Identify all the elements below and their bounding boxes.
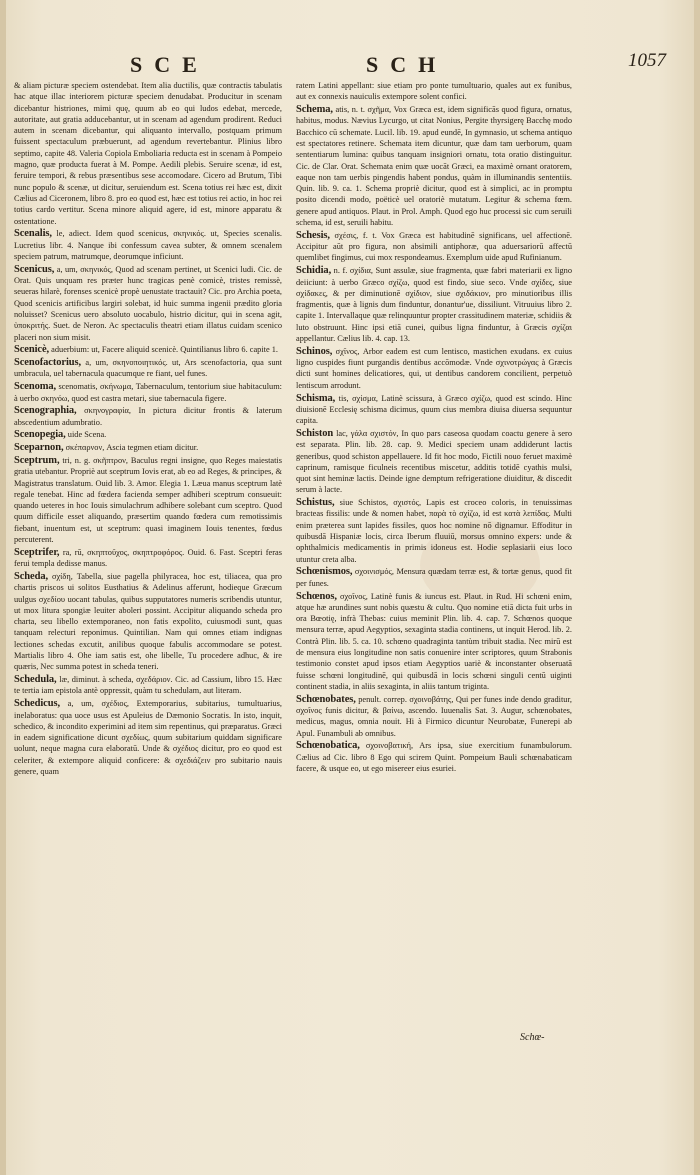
entry-text: tri, n. g. σκῆπτρον, Baculus regni insigne, quo Reges maiestatis gratia utebantur. Propriè aut sceptrum Iovis erat, ab eo ad Reges, & principes, & Magistratus translatum. Ouid lib. 3. Amor. Elegia 1. Læua manus sceptrum latè regale tenebat. Hinc ad fœdera facienda semper adhiberi sceptrum consueuit: quando ueteres in hoc Iouis simulachrum adhibere solebant cum sceptro. Quod quum difficile esset aliquando, præsertim quando fœdera cum remotissimis fiebant, inuentum est, ut sceptrum: quasi imaginem Iouis tenentes, fœdus percuterent. <box>14 456 282 545</box>
entry-headword: Schœnismos, <box>296 566 353 578</box>
page-number: 1057 <box>628 50 666 71</box>
entry-headword: Sceptrifer, <box>14 546 60 558</box>
dictionary-entry <box>14 381 282 404</box>
left-column <box>14 80 282 1155</box>
entry-text: σχῖνος, Arbor eadem est cum lentisco, mastichen exudans. ex cuius ligno cuspides fiunt purgandis dentibus accōmodæ. Vnde σχινοτρώγας à Græcis dicti sunt homines delicatiores, qui, ut dentibus candorem concilient, perpetuò lentiscum arrodunt. <box>296 346 572 390</box>
dictionary-entry <box>14 571 282 673</box>
dictionary-entry <box>14 442 282 453</box>
dictionary-entry <box>14 405 282 428</box>
entry-headword: Schœnos, <box>296 590 337 602</box>
entry-text: atis, n. t. σχῆμα, Vox Græca est, idem significās quod figura, ornatus, habitus, modus. Nævius Lycurgo, ut citat Nonius, Pergite thyrsigerę Bacchę modo Bacchico cū schemate. Lucil. lib. 19. apud eundē, In gymnasio, ut schema antiquo est spectatores retinere. Schemata item dicuntur, quæ dam tam uerborum, quam sententiarum lumina: quibus tanquam insigniori ornatu, tota oratio distinguitur. Cic. de Clar. Orat. Schemata enim quæ uocāt Græci, ea maximè ornant oratorem, eaque non tam uerbis pingendis habent pondus, quàm in illuminandis sententiis. Quin. lib. 9. ca. 1. Schema propriè dicitur, quod est à simplici, ac in promptu posito dicendi modo, poëticè uel oratoriè mutatum. Legitur & schema fœm. genere apud antiquos. Plaut. in Prol. Amph. Quod ego huc processi sic cum seruili schema, id est, seruili habitu. <box>296 105 572 228</box>
entry-headword: Scenicè, <box>14 344 50 356</box>
dictionary-entry <box>296 393 572 427</box>
dictionary-entry <box>14 547 282 570</box>
entry-text: a, um, σκηνικός, Quod ad scenam pertinet, ut Scenici ludi. Cic. de Orat. Quis unquam res præter hunc tragicas penè comicè, tristes remissè, seueras hilarè, forenses scenicè propè uenustate tractauit? Cic. pro Archia poeta, Quod scenicis artificibus largiri solebat, id huic summa ingenii prædito gloria noluisset? Scenicus uero absoluto uocabulo, histrio dicitur, qui in scena agit, ὑποκριτής. Suet. de Neron. Ac spectaculis theatri etiam illatus cuidam scenico placeri non sium misit. <box>14 264 282 342</box>
dictionary-entry <box>296 591 572 693</box>
entry-headword: Schiston <box>296 427 334 439</box>
entry-headword: Schedicus, <box>14 698 60 710</box>
entry-text: σχέσις, f. t. Vox Græca est habitudinē significans, uel affectionē. Accipitur aūt pro figura, non absimili antiphoræ, qua aduersariorū affectū quemlibet fingimus, cui mox respondeamus. Exemplum uide apud Rufinianum. <box>296 230 572 263</box>
dictionary-entry <box>296 265 572 344</box>
entry-text: aduerbium: ut, Facere aliquid scenicè. Quintilianus libro 6. capite 1. <box>51 345 279 355</box>
entry-text: uide Scena. <box>67 430 107 440</box>
dictionary-entry <box>296 346 572 391</box>
entry-text: le, adiect. Idem quod scenicus, σκηνικός. ut, Species scenalis. Lucretius libr. 4. Nanque ibi confessum cavea subter, & omnem scenalem speciem patrum, matrumque, deorumque inficiunt. <box>14 229 282 261</box>
entry-text: σχοινισμός, Mensura quædam terræ est, & tortæ genus, quod fit per funes. <box>296 567 572 588</box>
entry-text: ratem Latini appellant: siue etiam pro ponte tumultuario, quales aut ex funibus, aut ex connexis nauiculis extempore solent confici. <box>296 81 572 102</box>
entry-headword: Schœnobates, <box>296 693 356 705</box>
entry-text: ra, rū, σκηπτοῦχος, σκηπτροφόρος. Ouid. 6. Fast. Sceptri feras ferui templa dedisse manus. <box>14 547 282 569</box>
running-head-right: SCH <box>366 52 448 77</box>
entry-text: a, um, σχέδιος, Extemporarius, subitarius, tumultuarius, inelaboratus: qua uoce usus est Apuleius de Dæmonio Socratis. In isto, inquit, schedico, & incondito experimini ad item sim repentinus, qui præparatus. Græci in eadem significatione dicunt σχεδίως, quum subitarium quiddam significare uolunt, neque magna cura elaboratū. Unde & σχέδιος dicitur, pro eo quod est celeriter, & extempore aliquid conficere: & σχεδιάζειν pro subitario nauis genere, quam <box>14 699 282 777</box>
dictionary-entry <box>14 455 282 545</box>
entry-text: n. f. σχίδια, Sunt assulæ, siue fragmenta, quæ fabri materiarii ex ligno deiiciunt: à uerbo Græco σχίζω, quod est findo, siue seco. Vnde σχίδες, siue σχίδακες, & per diminutionē σχίδιον, siue σχιδάκιον, pro minutioribus illis fragmentis, quæ à lignis dum finduntur, donantur'ue, dissiliunt. Vitruuius libro 2. capite 1. Intervallaque quæ relinquuntur propter crassitudinem materiæ, schidiis & luto obstruunt. Hinc ipsi etiā cunei, quibus ligna finduntur, à Græcis σχίζαι appellantur. Cælius lib. 4. cap. 13. <box>296 266 572 344</box>
entry-text: σχοῖνος, Latinè funis & iuncus est. Plaut. in Rud. Hi schœni enim, atque hæ arundines sunt nobis quæstu & cultu. Quo nomine etiā dicta fuit urbs in ora Bœotię, infrà Thebas: cuius meminit Plin. lib. 4. cap. 7. Schœnos quoque mensura terræ, apud Aegyptios, sexaginta stadia continens, ut inquit Herod. lib. 2. Contrà Plin. lib. 5. ca. 10. schœno quadraginta tantùm tribuit stadia. Nec mirū est de mensura eius longitudine non satis conuenire inter scriptores, quum Strabonis testimonio constet apud ipsos etiam Aegyptios uariè & inconstanter obseruatā fuisse schœni longitudinē, qui quibusdā in locis schœni singuli centū uiginti continent stadia, in aliis sexaginta, in aliis tantum triginta. <box>296 591 572 691</box>
running-head-left: SCE <box>130 52 209 77</box>
dictionary-entry <box>296 740 572 774</box>
entry-headword: Schesis, <box>296 229 330 241</box>
entry-text: σχοινοβατική, Ars ipsa, siue exercitium funambulorum. Cælius ad Cic. libro 8 Ego qui scirem Quint. Pompeium Bauli schœnabaticam facere, & usque eo, ut ego misereer eius esuriei. <box>296 741 572 774</box>
entry-text: σκηνογραφία, In pictura dicitur frontis & laterum abscedentium adumbratio. <box>14 406 282 427</box>
dictionary-entry <box>14 698 282 777</box>
entry-headword: Scenalis, <box>14 228 52 240</box>
dictionary-entry <box>14 674 282 697</box>
entry-headword: Sceptrum, <box>14 455 60 466</box>
entry-text: σκέπαρνον, Ascia tegmen etiam dicitur. <box>65 443 199 453</box>
dictionary-entry <box>14 80 282 227</box>
entry-text: σχίδη, Tabella, siue pagella philyracea, hoc est, tiliacea, qua pro chartis priscos ui solitos Eusthatius & Adelinus afferunt, hodieque Græcum uulgus σχεδίου uocant tabulas, quibus supputatores numeris scribendis utuntur, ut mox litura spongiæ leuiter aboleri possint. Accipitur aliquando scheda pro charta, seu libello extemporaneo, non fatis expolito, cuiusmodi sunt, quas tanquam relecturi reponimus. Quintilian. Nam qui omnes etiam indignas lectiones schedas excutit, anilibus quoque fabulis accommodare se potest. Martialis libro 4. Ohe iam satis est, ohe libelle, Tu procedere adhuc, & ire quæris, Nec summa potest in scheda teneri. <box>14 571 282 672</box>
dictionary-entry <box>296 80 572 103</box>
entry-text: penult. correp. σχοινοβάτης, Qui per funes inde dendo graditur, σχοῖνος funis dicitur, & βαίνω, ascendo. Iuuenalis Sat. 3. Augur, schœnobates, medicus, magus, omnia nouit. Hi à Firmico dicuntur Neurobatæ, Funerepi ab Apul. Funambuli ab omnibus. <box>296 694 572 738</box>
catchword: Schœ- <box>520 1032 545 1043</box>
dictionary-entry <box>14 264 282 343</box>
entry-headword: Schinos, <box>296 345 333 357</box>
entry-text: & aliam picturæ speciem ostendebat. Item alia ductilis, quæ contractis tabulatis hac atque illac interiorem picturæ speciem denudabat. Producitur in scenam dicebantur histriones, mimi quę, quum ab eo qui ludos edebat, mercede, autoritate, aut gratia adducebantur, ut in scenam ad agendum prodirent. Reduci autem in scenam dicebantur, qui aliquanto intervallo, postquam primum fuissent spectaculum præbuerunt, ad agendum revertebantur. Plinius libro septimo, capite 48. Valeria Copiola Emboliaria reducta est in scenam à Pompeio magno, quæ producta fuerat à M. Pompe. Aedili plebis. Seruire scenæ, id est, feruire tempori, & rebus præsentibus sese accomodare. Cicero ad Brutum, Tibi nunc populo & scenæ, ut dicitur, seruiendum est. Scena totius rei hæc est, dixit Cælius ad Ciceronem, libro 8. pro eo quod est, hæc est totius rei actio, in hoc rei totius cardo vertitur. Scena minore aliquid agere, id est, minore apparatu & ostentatione. <box>14 81 282 226</box>
dictionary-entry <box>296 230 572 264</box>
entry-headword: Schidia, <box>296 265 332 277</box>
dictionary-entry <box>14 228 282 262</box>
entry-headword: Scenicus, <box>14 263 55 275</box>
entry-headword: Schisma, <box>296 392 336 404</box>
dictionary-entry <box>296 497 572 565</box>
right-column <box>296 80 572 1155</box>
entry-headword: Schema, <box>296 104 333 116</box>
entry-text: læ, diminut. à scheda, σχεδάριον. Cic. ad Cassium, libro 15. Hæc te tertia iam epistola antè oppressit, quàm tu schedulam, aut literam. <box>14 675 282 696</box>
dictionary-entry <box>296 694 572 739</box>
entry-text: lac, γάλα σχιστόν, In quo pars caseosa quodam coactu genere à sero est separata. Plin. lib. 28. cap. 9. Medici speciem unam addiderunt lactis generibus, quod schiston appellauere. Id fit hoc modo, Fictili nouo feruet maximè caprinum, ramisque ficulneis recentibus miscetur, additis totidē cyathis mulsi, quot sint heminæ lactis. Deinde igne demptum refrigeratione diuiditur, & discedit serum à lacte. <box>296 428 572 495</box>
dictionary-entry <box>296 428 572 496</box>
entry-text: scenomatis, σκήνωμα, Tabernaculum, tentorium siue habitaculum: à uerbo σκηνόω, quod est castra metari, siue tabernacula figere. <box>14 382 282 403</box>
page-right-edge <box>694 0 700 1175</box>
entry-headword: Schedula, <box>14 674 57 686</box>
entry-headword: Schœnobatica, <box>296 740 360 752</box>
page-left-edge <box>0 0 6 1175</box>
entry-text: siue Schistos, σχιστός, Lapis est croceo coloris, in tenuissimas bracteas fissilis: unde & nomen habet, παρὰ τὸ σχίζω, id est κατὰ λεπίδας. Multi enim præterea sunt lapides fissiles, quos hoc nomine nō dignamur. Effoditur in quibusdā Hispaniæ locis, circa Iberum fluuiū, morsus omnino expers: unde & ophthalmicis medicamentis in primis idoneus est. Hodie seplasiarii eius loco utuntur creta alba. <box>296 498 572 564</box>
entry-headword: Scenopegia, <box>14 429 66 441</box>
entry-headword: Schistus, <box>296 497 335 509</box>
dictionary-entry <box>296 566 572 589</box>
dictionary-entry <box>14 344 282 355</box>
dictionary-entry <box>14 357 282 380</box>
entry-headword: Scenographia, <box>14 405 77 417</box>
entry-headword: Scenoma, <box>14 381 57 393</box>
dictionary-entry <box>14 429 282 440</box>
entry-headword: Sceparnon, <box>14 442 64 454</box>
entry-headword: Scheda, <box>14 570 49 582</box>
entry-text: tis, σχίσμα, Latinè scissura, à Græco σχίζω, quod est scindo. Hinc diuisionē Ecclesię schisma dicimus, quum cius membra diuisa diuersa sequuntur capita. <box>296 393 572 426</box>
entry-headword: Scenofactorius, <box>14 357 82 369</box>
entry-text: a, um, σκηνοποιητικός. ut, Ars scenofactoria, qua sunt umbracula, uel tabernacula quacumque re fiant, uel funes. <box>14 358 282 379</box>
dictionary-entry <box>296 104 572 228</box>
